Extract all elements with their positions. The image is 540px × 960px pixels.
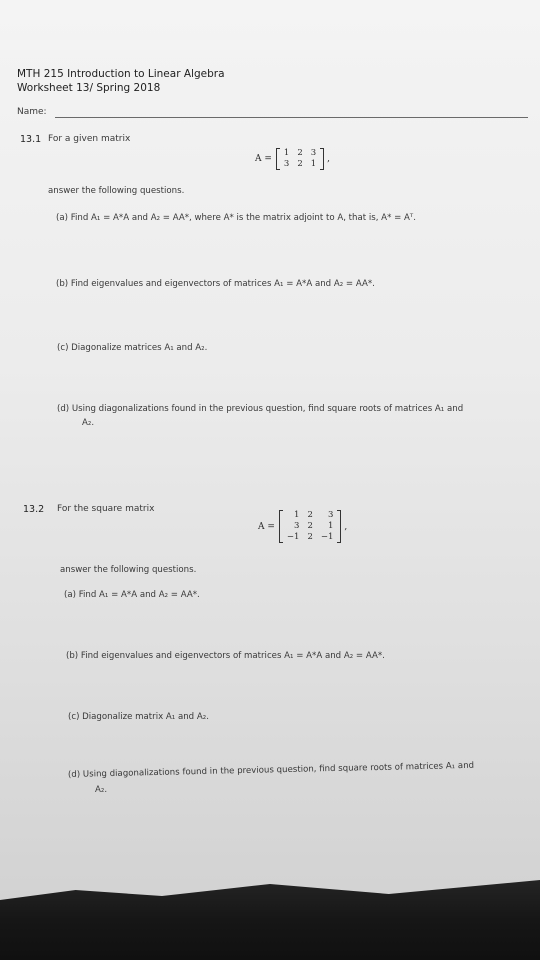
matrix-comma: , xyxy=(344,521,348,532)
matrix-cell: −1 xyxy=(286,532,300,542)
matrix-cell: −1 xyxy=(320,532,334,542)
problem-2-part-c: (c) Diagonalize matrix A₁ and A₂. xyxy=(68,712,209,722)
matrix-brackets xyxy=(276,148,324,170)
problem-1-part-c: (c) Diagonalize matrices A₁ and A₂. xyxy=(57,343,208,353)
problem-1-intro: For a given matrix xyxy=(48,134,131,144)
matrix-lhs: A = xyxy=(258,521,275,532)
name-label: Name: xyxy=(17,107,47,117)
matrix-comma: , xyxy=(327,154,331,164)
problem-1-part-a: (a) Find A₁ = A*A and A₂ = AA*, where A* is the matrix adjoint to A, that is, A* = Aᵀ. xyxy=(56,213,416,223)
matrix-cell: 2 xyxy=(307,532,313,542)
matrix-cell: 2 xyxy=(297,159,303,169)
problem-1-part-d: (d) Using diagonalizations found in the previous question, find square roots of matrices A₁ and xyxy=(57,404,464,414)
problem-2-part-b: (b) Find eigenvalues and eigenvectors of matrices A₁ = A*A and A₂ = AA*. xyxy=(66,651,385,661)
problem-2-part-d-cont: A₂. xyxy=(95,785,108,795)
matrix-cell: 1 xyxy=(310,159,317,169)
course-title: MTH 215 Introduction to Linear Algebra xyxy=(17,68,225,80)
matrix-cell: 2 xyxy=(307,510,313,520)
worksheet-title: Worksheet 13/ Spring 2018 xyxy=(17,82,161,94)
problem-1-part-b: (b) Find eigenvalues and eigenvectors of matrices A₁ = A*A and A₂ = AA*. xyxy=(56,279,375,289)
matrix-cell: 1 xyxy=(283,148,290,158)
problem-2-number: 13.2 xyxy=(23,504,45,515)
name-line xyxy=(55,117,528,118)
problem-2-matrix xyxy=(258,510,347,543)
matrix-cell: 3 xyxy=(310,148,317,158)
matrix-cell: 3 xyxy=(283,159,290,169)
problem-1-matrix xyxy=(255,148,330,170)
problem-1-instruction: answer the following questions. xyxy=(48,186,185,196)
matrix-cell: 2 xyxy=(297,148,303,158)
matrix-lhs: A = xyxy=(255,154,272,164)
matrix-cell: 3 xyxy=(327,510,334,520)
problem-1-part-d-cont: A₂. xyxy=(82,418,95,428)
matrix-cell: 1 xyxy=(294,510,300,520)
problem-2-part-d: (d) Using diagonalizations found in the previous question, find square roots of matrices A₁ and xyxy=(67,760,475,780)
problem-2-intro: For the square matrix xyxy=(57,504,155,514)
matrix-cell: 1 xyxy=(327,521,334,531)
problem-2-part-a: (a) Find A₁ = A*A and A₂ = AA*. xyxy=(64,590,200,600)
problem-1-number: 13.1 xyxy=(20,134,42,145)
problem-2-instruction: answer the following questions. xyxy=(60,565,197,575)
matrix-brackets xyxy=(279,510,341,543)
matrix-cell: 2 xyxy=(307,521,313,531)
matrix-cell: 3 xyxy=(294,521,300,531)
